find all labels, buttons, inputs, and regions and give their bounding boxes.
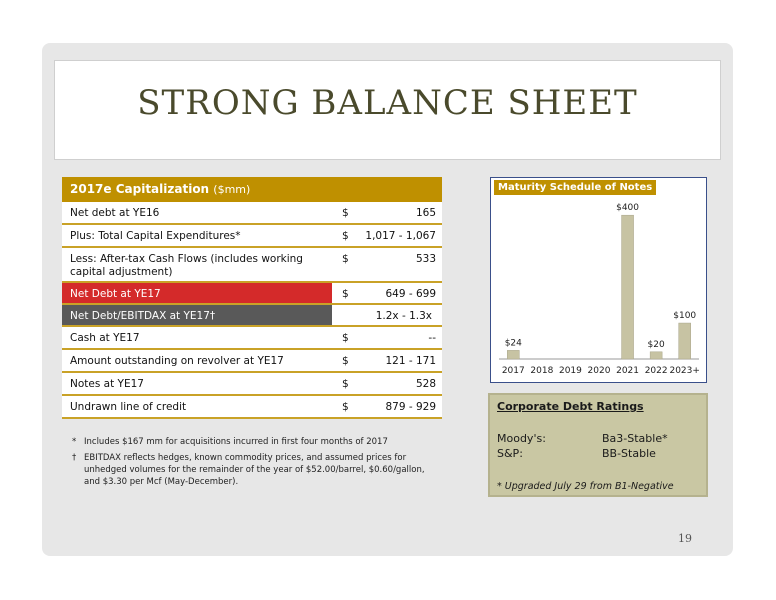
row-label: Plus: Total Capital Expenditures*	[70, 230, 241, 242]
data-label-2023+: $100	[673, 311, 697, 322]
row-currency: $	[342, 355, 349, 367]
table-row	[62, 225, 442, 248]
tick-label-2023+: 2023+	[669, 366, 700, 376]
data-label-2022: $20	[647, 339, 665, 350]
maturity-chart	[490, 177, 707, 383]
bar-2017	[507, 350, 519, 359]
table-row	[62, 396, 442, 419]
bar-2022	[650, 352, 662, 359]
ratings-agency: Moody's:	[497, 432, 546, 445]
page-title: STRONG BALANCE SHEET	[137, 83, 638, 123]
tick-label-2021: 2021	[616, 366, 640, 376]
footnote	[72, 436, 442, 448]
row-currency: $	[342, 332, 349, 344]
corporate-debt-ratings	[488, 393, 708, 497]
tick-label-2020: 2020	[587, 366, 611, 376]
row-label: Undrawn line of credit	[70, 401, 187, 413]
table-row	[62, 202, 442, 225]
row-label: Amount outstanding on revolver at YE17	[70, 355, 284, 367]
table-header-unit: ($mm)	[213, 183, 251, 196]
row-value: 533	[415, 253, 436, 265]
table-row	[62, 373, 442, 396]
ratings-footnote: * Upgraded July 29 from B1-Negative	[497, 481, 674, 492]
footnote-text: EBITDAX reflects hedges, known commodity prices, and assumed prices for unhedged volumes for the remainder of the year of $52.00/barrel, $0.60/gallon, and $3.30 per Mcf (May-December).	[84, 453, 425, 487]
data-label-2017: $24	[504, 338, 522, 349]
row-value: 879 - 929	[385, 401, 436, 413]
table-header-title: 2017e Capitalization	[70, 182, 210, 196]
row-label: Net Debt/EBITDAX at YE17†	[70, 310, 216, 322]
tick-label-2022: 2022	[644, 366, 668, 376]
row-currency: $	[342, 378, 349, 390]
ratings-agency: S&P:	[497, 447, 523, 460]
row-value: 1,017 - 1,067	[365, 230, 436, 242]
ratings-title: Corporate Debt Ratings	[497, 400, 644, 413]
footnote	[72, 452, 442, 488]
row-currency: $	[342, 253, 349, 265]
ratings-value: BB-Stable	[602, 447, 656, 460]
row-value: 649 - 699	[385, 288, 436, 300]
row-value: 121 - 171	[385, 355, 436, 367]
ratings-value: Ba3-Stable*	[602, 432, 668, 445]
table-row-highlight-gray	[62, 305, 442, 327]
tick-label-2019: 2019	[558, 366, 582, 376]
bar-2021	[622, 215, 634, 359]
page-number: 19	[678, 532, 692, 545]
data-label-2021: $400	[616, 203, 640, 214]
table-row	[62, 248, 442, 283]
row-value: --	[428, 332, 436, 344]
footnote-mark: *	[72, 437, 77, 447]
tick-label-2017: 2017	[501, 366, 525, 376]
row-label: Net debt at YE16	[70, 207, 160, 219]
capitalization-table	[62, 177, 442, 419]
row-currency: $	[342, 401, 349, 413]
table-row-highlight-red	[62, 283, 442, 305]
footnote-text: Includes $167 mm for acquisitions incurred in first four months of 2017	[84, 437, 388, 447]
table-header	[62, 177, 442, 202]
row-label: Net Debt at YE17	[70, 288, 161, 300]
table-row	[62, 327, 442, 350]
row-label: Less: After-tax Cash Flows (includes working capital adjustment)	[70, 253, 303, 278]
row-value: 165	[415, 207, 436, 219]
chart-canvas	[491, 178, 706, 382]
row-currency: $	[342, 230, 349, 242]
bar-2023+	[679, 323, 691, 359]
footnotes	[72, 436, 442, 492]
row-value: 528	[415, 378, 436, 390]
row-currency: $	[342, 207, 349, 219]
row-currency: $	[342, 288, 349, 300]
title-box	[54, 60, 721, 160]
table-row	[62, 350, 442, 373]
row-value: 1.2x - 1.3x	[375, 310, 432, 322]
row-label: Notes at YE17	[70, 378, 144, 390]
footnote-mark: †	[72, 453, 77, 463]
tick-label-2018: 2018	[530, 366, 554, 376]
chart-title: Maturity Schedule of Notes	[494, 180, 656, 195]
row-label: Cash at YE17	[70, 332, 140, 344]
